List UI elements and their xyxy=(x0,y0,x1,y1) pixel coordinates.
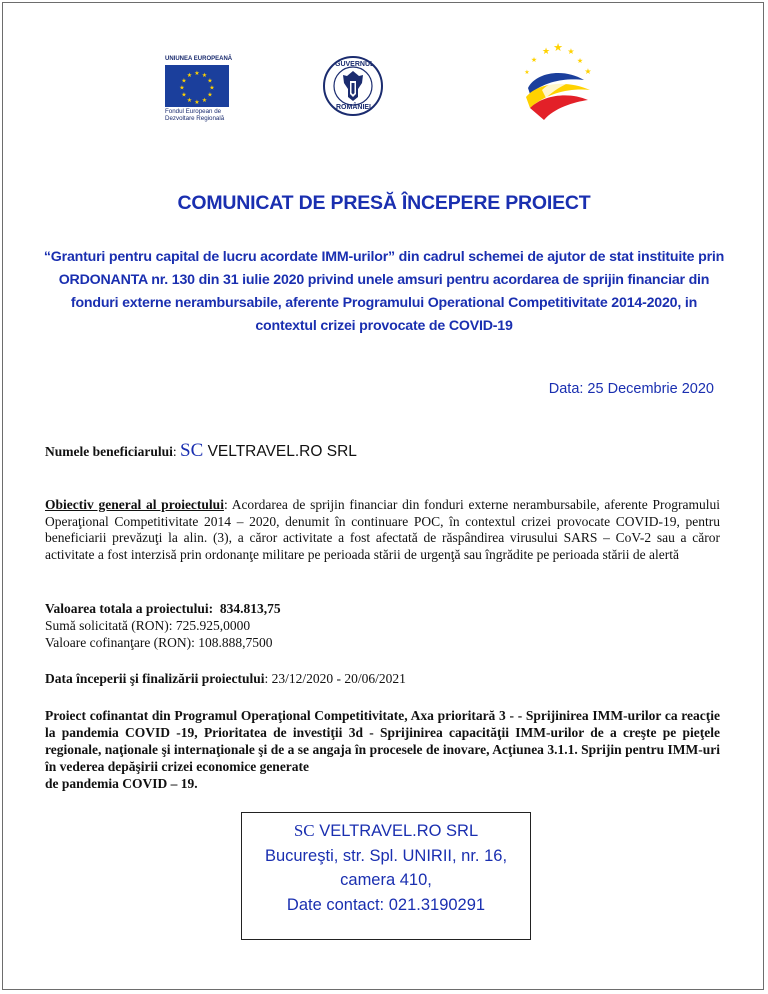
svg-text:★: ★ xyxy=(553,42,563,54)
contact-room: camera 410, xyxy=(340,871,432,889)
total-value-label: Valoarea totala a proiectului: xyxy=(45,601,214,616)
project-values xyxy=(45,600,281,651)
svg-text:★: ★ xyxy=(186,72,193,79)
project-subtitle: “Granturi pentru capital de lucru acordate IMM-urilor” din cadrul schemei de ajutor de stat instituite prin ORDONANTA nr. 130 din 31 iulie 2020 privind unele amsuri pentru acordarea de sprijin financiar din fonduri externe nerambursabile, aferente Programului Operational Competitivitate 2014-2020, in contextul crizei provocate de COVID-19 xyxy=(43,249,725,334)
contact-phone: Date contact: 021.3190291 xyxy=(286,895,486,914)
svg-text:★: ★ xyxy=(576,57,584,65)
cofinancing-statement xyxy=(45,707,720,792)
beneficiary-prefix: SC xyxy=(180,440,204,461)
government-logo xyxy=(323,56,383,116)
cofinancing-statement-end: de pandemia COVID – 19. xyxy=(45,776,198,791)
requested-amount: Sumă solicitată (RON): 725.925,0000 xyxy=(45,618,251,633)
svg-text:★: ★ xyxy=(201,72,208,79)
beneficiary-name: VELTRAVEL.RO SRL xyxy=(203,443,357,460)
contact-company-prefix: SC xyxy=(293,821,315,840)
beneficiary-line xyxy=(45,440,357,462)
government-logo-top-text: GUVERNUL xyxy=(335,61,375,68)
svg-text:★: ★ xyxy=(207,77,213,85)
competitivitate-program-logo xyxy=(516,42,600,126)
release-date: Data: 25 Decembrie 2020 xyxy=(548,381,714,397)
svg-text:★: ★ xyxy=(201,97,208,104)
project-dates xyxy=(45,671,406,687)
svg-text:★: ★ xyxy=(186,97,193,104)
svg-text:★: ★ xyxy=(530,56,538,64)
objective-text: : Acordarea de sprijin financiar din fonduri externe nerambursabile, aferente Programului Operaţional Competitivitate 2014 – 2020, denumit în continuare POC, în contextul crizei provocate COVID-19, pentru beneficiarii prevăzuţi la alin. (3), a căror activitate a fost afectată de răspândirea virusului SARS – CoV-2 sau a căror activitate a fost interzisă prin ordonanţe militare pe perioada stării de urgenţă sau îngrădite pe perioada stării de alertă xyxy=(45,497,721,562)
star-swirl-logo-icon xyxy=(516,42,600,126)
svg-text:★: ★ xyxy=(541,47,551,57)
eu-logo-caption-bottom: Fondul European de Dezvoltare Regională xyxy=(165,108,225,122)
project-dates-value: : 23/12/2020 - 20/06/2021 xyxy=(264,671,406,686)
total-value-amount: 834.813,75 xyxy=(213,601,281,616)
beneficiary-label: Numele beneficiarului xyxy=(45,444,173,459)
beneficiary-separator: : xyxy=(172,444,181,459)
project-dates-label: Data începerii şi finalizării proiectului xyxy=(45,671,265,686)
cofinancing-statement-main: Proiect cofinantat din Programul Operaţional Competitivitate, Axa prioritară 3 - - Sprijinirea IMM-urilor ca reacţie la pandemia COVID -19, Prioritatea de investiţii 3d - Sprijinirea capacităţii IMM-urilor de a creşte pe pieţele regionale, naţionale şi internaţionale şi de a se angaja în procesele de inovare, Acţiunea 3.1.1. Sprijin pentru IMM-uri în vederea depăşirii crizei economice generate xyxy=(45,708,720,774)
contact-company-name: VELTRAVEL.RO SRL xyxy=(314,822,479,840)
svg-text:★: ★ xyxy=(194,99,200,106)
svg-text:★: ★ xyxy=(207,91,213,99)
svg-text:★: ★ xyxy=(181,91,187,99)
svg-text:★: ★ xyxy=(181,77,187,85)
total-value-row xyxy=(45,600,281,617)
svg-text:★: ★ xyxy=(524,69,530,76)
project-objective xyxy=(45,497,720,563)
contact-address: Bucureşti, str. Spl. UNIRII, nr. 16, xyxy=(264,846,508,865)
svg-text:★: ★ xyxy=(179,84,185,92)
eu-logo-caption-top: UNIUNEA EUROPEANĂ xyxy=(165,56,233,62)
government-logo-bottom-text: ROMÂNIEI xyxy=(336,104,371,111)
objective-label: Obiectiv general al proiectului xyxy=(45,497,224,512)
press-release-title: COMUNICAT DE PRESĂ ÎNCEPERE PROIECT xyxy=(177,192,591,214)
eu-flag-icon xyxy=(165,65,229,107)
cofinancing-amount: Valoare cofinanţare (RON): 108.888,7500 xyxy=(45,635,273,650)
svg-text:★: ★ xyxy=(209,84,215,92)
svg-text:★: ★ xyxy=(194,70,200,77)
contact-company xyxy=(242,819,530,844)
contact-box xyxy=(241,812,531,940)
eu-logo xyxy=(165,56,231,122)
svg-text:★: ★ xyxy=(584,67,592,76)
svg-text:★: ★ xyxy=(567,47,575,56)
